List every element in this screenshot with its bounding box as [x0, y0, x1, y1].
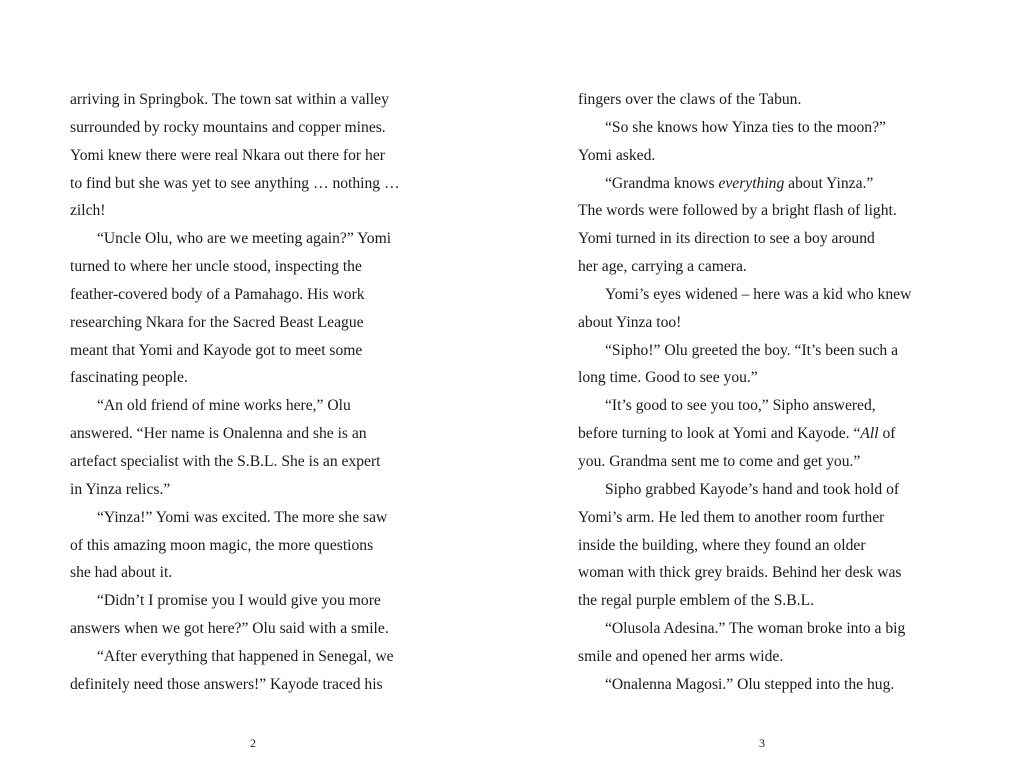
text-segment: Sipho grabbed Kayode’s hand and took hold of — [605, 480, 900, 498]
text-line: researching Nkara for the Sacred Beast League — [70, 313, 364, 331]
text-segment: Yomi’s arm. He led them to another room further — [578, 508, 885, 526]
text-segment: long time. Good to see you.” — [578, 369, 758, 387]
text-segment: “It’s good to see you too,” Sipho answered, — [605, 397, 876, 415]
text-line: feather-covered body of a Pamahago. His work — [70, 285, 365, 303]
text-line — [578, 615, 1015, 643]
text-segment: before turning to look at Yomi and Kayode. “ — [578, 425, 861, 443]
text-line — [578, 364, 1015, 392]
text-line — [578, 392, 1015, 420]
italic-text: everything — [718, 174, 785, 192]
text-line: Yomi knew there were real Nkara out there for her — [70, 146, 385, 164]
text-line — [578, 225, 1015, 253]
text-segment: you. Grandma sent me to come and get you.” — [578, 452, 861, 470]
text-segment: Yomi asked. — [578, 146, 656, 164]
right-page-body — [578, 86, 1015, 699]
text-segment: The words were followed by a bright flash of light. — [578, 202, 897, 220]
text-line: “An old friend of mine works here,” Olu — [97, 397, 351, 415]
text-line: answers when we got here?” Olu said with a smile. — [70, 620, 389, 638]
text-line — [578, 337, 1015, 365]
text-line: “After everything that happened in Senegal, we — [97, 647, 394, 665]
italic-text: All — [860, 425, 879, 443]
text-line: to find but she was yet to see anything … nothing … — [70, 174, 400, 192]
text-segment: inside the building, where they found an older — [578, 536, 866, 554]
text-line — [578, 476, 1015, 504]
text-line: she had about it. — [70, 564, 173, 582]
text-line — [578, 559, 1015, 587]
text-segment: Yomi turned in its direction to see a boy around — [578, 230, 875, 248]
text-line — [578, 532, 1015, 560]
text-line — [578, 114, 1015, 142]
text-line — [578, 448, 1015, 476]
text-line: “Didn’t I promise you I would give you more — [97, 592, 381, 610]
text-line — [578, 671, 1015, 699]
text-line: meant that Yomi and Kayode got to meet some — [70, 341, 363, 359]
text-segment: of — [878, 425, 896, 443]
text-line — [578, 170, 1015, 198]
text-line: of this amazing moon magic, the more questions — [70, 536, 374, 554]
text-segment: “Grandma knows — [605, 174, 719, 192]
text-segment: smile and opened her arms wide. — [578, 647, 784, 665]
page-number-right: 3 — [759, 736, 765, 750]
text-line — [578, 197, 1015, 225]
text-line: artefact specialist with the S.B.L. She is an expert — [70, 452, 381, 470]
text-line: surrounded by rocky mountains and copper mines. — [70, 118, 386, 136]
text-line: in Yinza relics.” — [70, 480, 171, 498]
text-line: fascinating people. — [70, 369, 188, 387]
text-line: zilch! — [70, 202, 106, 220]
text-line — [578, 142, 1015, 170]
text-line: arriving in Springbok. The town sat within a valley — [70, 91, 389, 108]
text-segment: “Olusola Adesina.” The woman broke into a big — [605, 620, 906, 638]
text-segment: “Sipho!” Olu greeted the boy. “It’s been such a — [605, 341, 899, 359]
text-line: turned to where her uncle stood, inspecting the — [70, 258, 362, 276]
text-line — [578, 420, 1015, 448]
text-line — [578, 281, 1015, 309]
text-line: “Uncle Olu, who are we meeting again?” Yomi — [97, 230, 392, 248]
text-line: answered. “Her name is Onalenna and she is an — [70, 425, 367, 443]
text-line — [578, 504, 1015, 532]
text-line — [578, 86, 1015, 114]
text-line — [578, 643, 1015, 671]
page-number-left: 2 — [250, 736, 256, 750]
text-segment: about Yinza too! — [578, 313, 682, 331]
text-segment: “So she knows how Yinza ties to the moon?” — [605, 118, 886, 136]
text-line — [578, 253, 1015, 281]
text-segment: woman with thick grey braids. Behind her desk was — [578, 564, 902, 582]
text-segment: “Onalenna Magosi.” Olu stepped into the hug. — [605, 675, 895, 693]
text-segment: her age, carrying a camera. — [578, 258, 747, 276]
text-line: “Yinza!” Yomi was excited. The more she saw — [97, 508, 388, 526]
text-line — [578, 587, 1015, 615]
text-line — [578, 309, 1015, 337]
text-segment: Yomi’s eyes widened – here was a kid who knew — [605, 285, 912, 303]
left-page-body — [70, 86, 510, 699]
text-segment: about Yinza.” — [784, 174, 874, 192]
text-line: definitely need those answers!” Kayode traced his — [70, 675, 383, 693]
text-segment: the regal purple emblem of the S.B.L. — [578, 592, 815, 610]
text-segment: fingers over the claws of the Tabun. — [578, 91, 802, 108]
